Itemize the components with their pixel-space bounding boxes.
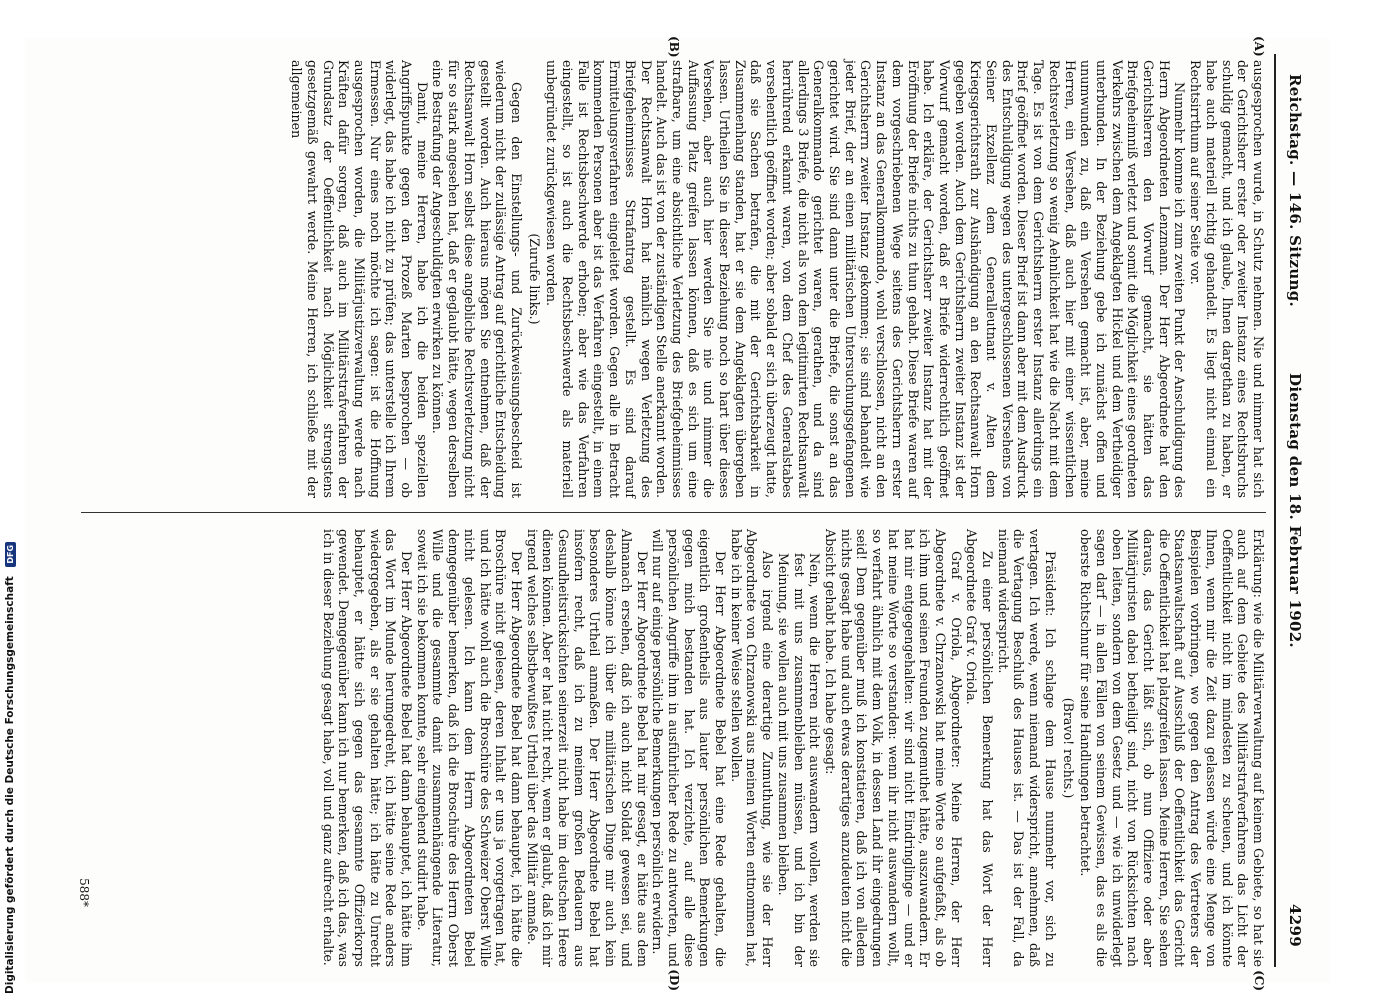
paragraph: Präsident: Ich schlage dem Hause nunmehr vor, sich zu vertagen. Ich werde, wenn niemand widerspricht, annehmen, daß die Vertagung Beschluß des Hauses ist. — Das ist der Fall, da niemand widerspricht.	[995, 529, 1058, 967]
margin-mark-a: (A)	[1252, 36, 1266, 57]
margin-mark-d: (D)	[667, 969, 681, 991]
paragraph: Also irgend eine derartige Zumuthung, wie sie der Herr Abgeordnete von Chrzanowski aus meinen Worten entnommen hat, habe ich in keiner Weise stellen wollen.	[728, 529, 776, 967]
header-left: Reichstag. — 146. Sitzung.	[1286, 74, 1304, 308]
column-divider	[81, 512, 1266, 513]
paragraph: Nunmehr komme ich zum zweiten Punkt der Anschuldigung des Herrn Abgeordneten Lenzmann. Der Herr Abgeordnete hat den Gerichtsherren den Vorwurf gemacht, sie hätten das Briefgeheimniß verletzt und somit die Möglichkeit eines geordneten Verkehrs zwischen dem Angeklagten Hickel und dem Vertheidiger unterbunden. In der Beziehung gebe ich zunächst offen und unumwunden zu, daß ein Versehen gemacht ist, aber, meine Herren, ein Versehen, daß auch hier mit einer wissentlichen Rechtsverletzung so wenig Aehnlichkeit hat wie die Nacht mit dem Tage. Es ist von dem Gerichtsherrn erster Instanz allerdings ein Brief geöffnet worden. Dieser Brief ist dann aber mit dem Ausdruck des Entschuldigung wegen des untergeschlossenen Versehens von Seiner Exzellenz dem Generalleutnant v. Alten dem Kriegsgerichtsrath zur Aushändigung an den Rechtsanwalt Horn gegeben worden. Auch dem Gerichtsherrn zweiter Instanz ist der Vorwurf gemacht worden, daß er Briefe widerrechtlich geöffnet habe. Ich erkläre, der Gerichtsherr zweiter Instanz hat mit der Eröffnung der Briefe nichts zu thun gehabt. Diese Briefe waren auf dem vorgeschriebenen Wege seitens des Gerichtsherrn erster Instanz an das Generalkommando, wohl verschlossen, nicht an den Gerichtsherrn zweiter Instanz gekommen; sie sind behandelt wie jeder Brief, der an einen militärischen Untersuchungsgefangenen gerichtet wird. Sie sind dann unter die Briefe, die sonst an das Generalkommando gerichtet waren, gerathen, und da sind allerdings 3 Briefe, die nicht als von dem legitimirten Rechtsanwalt herrührend erkannt waren, von dem Chef des Generalstabes versehentlich geöffnet worden; aber sobald er sich überzeugt hatte, daß sie Sachen betrafen, die mit der Gerichtsbarkeit in Zusammenhang standen, hat er sie dem Angeklagten übergeben lassen. Urtheilen Sie in dieser Beziehung noch so hart über dieses Versehen, aber auch hier werden Sie nie und nimmer die Auffassung Platz greifen lassen können, daß es sich um eine strafbare, um eine absichtliche Verletzung des Briefgeheimnisses handelt. Auch das ist von der zuständigen Stelle anerkannt worden. Der Rechtsanwalt Horn hat nämlich wegen Verletzung des Briefgeheimnisses Strafantrag gestellt. Es sind darauf Ermittelungsverfahren eingeleitet worden. Gegen alle in Betracht kommenden Personen aber ist das Verfahren eingestellt, in einem Falle ist Rechtsbeschwerde erhoben; aber wie das Verfahren eingestellt, so ist auch die Rechtsbeschwerde als materiell unbegründet zurückgewiesen worden.	[544, 60, 1188, 498]
left-column	[81, 36, 1266, 498]
margin-mark-c: (C)	[1252, 970, 1266, 991]
paragraph: Der Herr Abgeordnete Bebel hat dann behauptet, ich hätte die Broschüre nicht gelesen, deren Inhalt er uns ja vorgetragen hat, und ich hätte wohl auch die Broschüre des Schweizer Oberst Wille nicht gelesen. Ich kann dem Herrn Abgeordneten Bebel demgegenüber bemerken, daß ich die Broschüre des Herrn Oberst Wille und die gesammte damit zusammenhängende Literatur, soweit ich sie bekommen konnte, sehr eingehend studirt habe.	[414, 529, 524, 967]
paragraph: Der Herr Abgeordnete Bebel hat eine Rede gehalten, die eigentlich großentheils aus lauter persönlichen Bemerkungen gegen mich bestanden hat. Ich verzichte, auf alle diese persönlichen Angriffe ihm in ausführlicher Rede zu antworten, und will nur auf einige persönliche Bemerkungen persönlich erwidern.	[650, 529, 729, 967]
paragraph: Damit, meine Herren, habe ich die beiden speziellen Angriffspunkte gegen den Prozeß Marten besprochen — ob widerlegt, das habe ich nicht zu prüfen; das unterstelle ich Ihrem Ermessen. Nur eines noch möchte ich sagen: ist die Hoffnung ausgesprochen worden, die Militärjustizverwaltung werde nach Kräften dafür sorgen, daß auch im Militärstrafverfahren der Grundsatz der Oeffentlichkeit nach Möglichkeit strengstens gesetzgemäß gewahrt werde. Meine Herren, ich schließe mit der allgemeinen	[289, 60, 430, 498]
paragraph: Graf v. Oriola, Abgeordneter: Meine Herren, der Herr Abgeordnete v. Chrzanowski hat meine Worte so aufgefaßt, als ob ich ihm und seinen Freunden zugemuthet hätte, auszuwandern. Er hat mir entgegengehalten: wir sind nicht Eindringlinge — und er hat meine Worte so verstanden: wenn ihr nicht auswandern wollt, so verfahrt ähnlich mit dem Volk, in dessen Land ihr eingedrungen seid! Dem gegenüber muß ich konstatieren, daß ich von alledem nichts gesagt habe und auch etwas derartiges anzudeuten nicht die Absicht gehabt habe. Ich habe gesagt:	[823, 529, 964, 967]
right-column	[81, 529, 1266, 991]
quotation: Nein, wenn die Herren nicht auswandern wollen, werden sie fest mit uns zusammenbleiben müssen, und ich bin der Meinung, sie wollen auch mit uns zusammen bleiben.	[775, 553, 823, 967]
credit-text: Digitalisierung gefördert durch die Deutsche Forschungsgemeinschaft	[4, 576, 16, 994]
paragraph: Erklärung: wie die Militärverwaltung auf keinem Gebiete, so hat sie auch auf dem Gebiete des Militärstrafverfahrens das Licht der Oeffentlichkeit nicht im mindesten zu scheuen, und ich könnte Ihnen, wenn mir die Zeit dazu gelassen würde eine Menge von Beispielen vorbringen, wo gegen den Antrag des Vertreters der Staatsanwaltschaft auf Ausschluß der Oeffentlichkeit das Gericht die Oeffentlichkeit hat platzgreifen lassen. Meine Herren, Sie sehen daraus, das Gericht läßt sich, ob nun Offiziere oder aber Militärjuristen dabei betheiligt sind, nicht von Rücksichten nach oben leiten, sondern von dem Gesetz und — wie ich unwiderlegt sagen darf — in allen Fällen von seinem Gewissen, das es als die oberste Richtschnur für seine Handlungen betrachtet.	[1078, 529, 1266, 967]
margin-mark-b: (B)	[667, 36, 681, 58]
header-date: Dienstag den 18. Februar 1902.	[1286, 373, 1304, 648]
paragraph: Zu einer persönlichen Bemerkung hat das Wort der Herr Abgeordnete Graf v. Oriola.	[964, 529, 996, 967]
interjection: (Zurufe links.)	[526, 233, 542, 325]
dfg-logo-icon: DFG	[5, 542, 16, 567]
credit-line	[4, 542, 16, 994]
text-columns	[76, 36, 1266, 991]
paragraph: ausgesprochen wurde, in Schutz nehmen. Nie und nimmer hat sich der Gerichtsherr erster oder zweiter Instanz eines Rechtsbruchs schuldig gemacht, und ich glaube, Ihnen dargethan zu haben, er habe auch materiell richtig gehandelt. Es liegt nicht einmal ein Rechtsirrthum auf seiner Seite vor.	[1188, 60, 1266, 498]
interjection: (Bravo! rechts.)	[1060, 697, 1076, 799]
paragraph: Der Herr Abgeordnete Bebel hat dann behauptet, ich hätte ihm das Wort im Munde herumgedreht, ich hätte seine Rede anders wiedergegeben, als er sie gehalten hätte; ich hätte zu Unrecht behauptet, er hätte sich gegen das gesammte Offizierkorps gewendet. Demgegenüber kann ich nur bemerken, daß ich das, was ich in dieser Beziehung gesagt habe, voll und ganz aufrecht erhalte.	[320, 529, 415, 967]
paragraph: Gegen den Einstellungs- und Zurückweisungsbescheid ist wiederum nicht der zulässige Antrag auf gerichtliche Entscheidung gestellt worden. Auch hieraus mögen Sie entnehmen, daß der Rechtsanwalt Horn selbst diese angebliche Rechtsverletzung nicht für so stark angesehen hat, daß er geglaubt hätte, wegen derselben eine Bestrafung der Angeschuldigten erwirken zu können.	[430, 60, 524, 498]
page-header	[1276, 54, 1306, 967]
scanned-page	[25, 36, 1330, 991]
signature-mark: 588*	[76, 878, 91, 907]
page-number: 4299	[1286, 904, 1304, 947]
paragraph: Der Herr Abgeordnete Bebel hat mir gesagt, er hätte aus dem Almanach ersehen, daß ich auch nicht Soldat gewesen sei, und deshalb könne ich über die militärischen Dinge mir auch kein besonderes Urtheil anmaßen. Der Herr Abgeordnete Bebel hat insofern recht, daß ich zu meinem großen Bedauern aus Gesundheitsrücksichten seinerzeit nicht habe im deutschen Heere dienen können. Aber er hat nicht recht, wenn er glaubt, daß ich mir irgend welches selbstbewußtes Urtheil über das Militär anmaße.	[524, 529, 650, 967]
